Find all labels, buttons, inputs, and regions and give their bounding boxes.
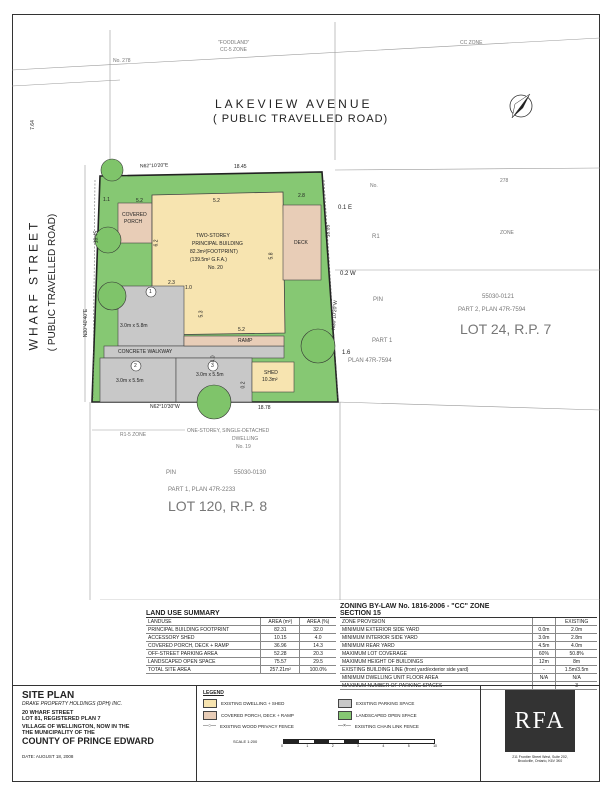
land-use-cell: 14.3	[300, 642, 336, 650]
small-dim-4: 5.3	[198, 310, 205, 318]
foodland-label: "FOODLAND"	[218, 40, 250, 46]
legend-label: EXISTING PARKING SPACE	[356, 701, 415, 706]
building-label-2: PRINCIPAL BUILDING	[192, 241, 243, 247]
zoning-header-row	[340, 618, 597, 626]
wharf-sub-label: ( PUBLIC TRAVELLED ROAD)	[47, 213, 59, 352]
legend-label: EXISTING CHAIN LINK FENCE	[354, 723, 419, 729]
table-row	[340, 658, 597, 666]
firm-block	[488, 690, 592, 763]
zoning-cell: 4.5m	[532, 642, 556, 650]
zoning-cell: MINIMUM REAR YARD	[340, 642, 532, 650]
legend-item	[203, 711, 338, 720]
tree-icon	[101, 159, 123, 181]
lakeview-sub-label: ( PUBLIC TRAVELLED ROAD)	[213, 113, 389, 125]
bearing-right: N30°10'20"W	[330, 299, 339, 331]
scale-tick: 5	[407, 744, 410, 748]
zoning-cell: MINIMUM EXTERIOR SIDE YARD	[340, 626, 532, 634]
parking-2-label: 3.0m x 5.5m	[116, 378, 144, 384]
dim-0-2: 0.2	[240, 381, 247, 389]
scale-tick: 0	[281, 744, 283, 748]
ramp-label: RAMP	[238, 338, 253, 344]
r1-label: R1	[372, 234, 380, 240]
bearing-bottom: N62°10'30"W	[150, 404, 180, 410]
north-arrow-icon	[510, 94, 532, 118]
land-use-total-area: 257.21m²	[261, 666, 300, 674]
table-row	[146, 634, 336, 642]
neighbour-no-label: No. 278	[113, 58, 131, 64]
scale-label: SCALE 1:200	[233, 739, 258, 744]
land-use-table	[146, 610, 336, 674]
concrete-walkway-label: CONCRETE WALKWAY	[118, 349, 173, 355]
land-use-cell: LANDSCAPED OPEN SPACE	[146, 658, 261, 666]
land-use-col: AREA (m²)	[261, 618, 300, 626]
dim-2-8: 2.8	[298, 193, 305, 199]
owner-label: DRAKE PROPERTY HOLDINGS (DPH) INC.	[22, 701, 123, 707]
legend-label: EXISTING WOOD PRIVACY FENCE	[220, 723, 294, 729]
title-block-divider	[12, 685, 600, 686]
ramp	[184, 336, 284, 346]
land-use-cell: 52.28	[261, 650, 300, 658]
land-use-cell: 75.57	[261, 658, 300, 666]
one-storey-label-1: ONE-STOREY, SINGLE-DETACHED	[187, 428, 270, 434]
zoning-cell: 60%	[532, 650, 556, 658]
table-row	[340, 642, 597, 650]
tree-icon	[197, 385, 231, 419]
legend-swatch-building	[203, 699, 217, 708]
land-use-cell: 82.31	[261, 626, 300, 634]
table-row	[146, 650, 336, 658]
land-use-col: AREA (%)	[300, 618, 336, 626]
wood-fence-icon: —○—	[203, 723, 217, 729]
pin-bottom-value: 55030-0130	[234, 470, 267, 476]
zoning-cell: 2.0m	[556, 626, 597, 634]
zoning-cell: MAXIMUM LOT COVERAGE	[340, 650, 532, 658]
deck-label: DECK	[294, 240, 308, 246]
shed-label-1: SHED	[264, 370, 278, 376]
small-dim-6: 5.8	[268, 252, 275, 260]
small-dim-5: 5.2	[238, 327, 245, 333]
land-use-cell: 29.5	[300, 658, 336, 666]
land-use-cell: OFF-STREET PARKING AREA	[146, 650, 261, 658]
legend-swatch-landscape	[338, 711, 352, 720]
land-use-cell: 20.3	[300, 650, 336, 658]
r1-5-zone-label: R1-5 ZONE	[120, 432, 147, 438]
table-row	[146, 642, 336, 650]
firm-address-1: 211 Frontier Street West, Suite 202,	[512, 755, 568, 759]
right-no-value: 278	[500, 178, 509, 184]
table-row	[340, 626, 597, 634]
land-use-header-row	[146, 618, 336, 626]
dim-4-0: 4.0	[210, 355, 217, 363]
zoning-table	[340, 603, 597, 690]
one-storey-label-3: No. 19	[236, 444, 251, 450]
lot120-label: LOT 120, R.P. 8	[168, 498, 268, 514]
legend-item	[338, 723, 473, 729]
title-block-vdivider-2	[480, 685, 481, 782]
table-row	[340, 634, 597, 642]
scale-tick: 2	[331, 744, 334, 748]
building-label-5: No. 20	[208, 265, 223, 271]
zoning-col-provision: ZONE PROVISION	[340, 618, 532, 626]
zoning-cell: 2.8m	[556, 634, 597, 642]
dim-right-top: 18.35	[325, 224, 332, 238]
pin-bottom-label: PIN	[166, 470, 177, 476]
tree-icon	[98, 282, 126, 310]
building-label-4: (139.5m² G.F.A.)	[190, 257, 227, 263]
covered-porch-label-2: PORCH	[124, 219, 143, 225]
covered-porch-label-1: COVERED	[122, 212, 147, 218]
scale-tick: 1	[306, 744, 309, 748]
zoning-cell: MAXIMUM HEIGHT OF BUILDINGS	[340, 658, 532, 666]
lot24-label: LOT 24, R.P. 7	[460, 321, 552, 337]
zoning-col-existing: EXISTING	[556, 618, 597, 626]
scale-tick: 10	[433, 744, 437, 748]
total-row	[146, 666, 336, 674]
firm-address-2: Brookville, Ontario, K6V 3K0	[517, 759, 563, 763]
legend-swatch-parking	[338, 699, 352, 708]
zoning-cell: MINIMUM INTERIOR SIDE YARD	[340, 634, 532, 642]
zoning-cell: 4.0m	[556, 642, 597, 650]
zoning-cell: -	[532, 666, 556, 674]
zoning-cell: 0.0m	[532, 626, 556, 634]
zoning-cell: 1.5m/3.5m	[556, 666, 597, 674]
table-row	[340, 650, 597, 658]
zoning-cell: 8m	[556, 658, 597, 666]
address-line-2: LOT 81, REGISTERED PLAN 7	[22, 716, 101, 722]
firm-logo: RFA	[505, 690, 575, 752]
table-row	[146, 626, 336, 634]
date-label: DATE: AUGUST 18, 2008	[22, 754, 74, 759]
land-use-cell: 36.96	[261, 642, 300, 650]
legend-item	[203, 723, 338, 729]
small-dim-1: 1.1	[103, 197, 110, 203]
title-block	[22, 690, 194, 759]
table-row	[146, 658, 336, 666]
small-dim-8: 6.2	[153, 239, 160, 247]
land-use-cell: 4.0	[300, 634, 336, 642]
zoning-cell: MAXIMUM NUMBER OF PARKING SPACES	[340, 682, 532, 690]
chain-link-fence-icon: —×—	[338, 723, 351, 729]
small-dim-7: 2.3	[168, 280, 175, 286]
zoning-cell: EXISTING BUILDING LINE (front yard/exterior side yard)	[340, 666, 532, 674]
tree-icon	[301, 329, 335, 363]
right-no-label: No.	[370, 183, 378, 189]
land-use-total-label: TOTAL SITE AREA	[146, 666, 261, 674]
zoning-cell: -	[532, 682, 556, 690]
legend-item	[338, 711, 473, 720]
zoning-cell: 12m	[532, 658, 556, 666]
building-label-3: 82.3m²(FOOTPRINT)	[190, 249, 238, 255]
zoning-cell: 50.8%	[556, 650, 597, 658]
land-use-title: LAND USE SUMMARY	[146, 610, 336, 618]
land-use-total-pct: 100.0%	[300, 666, 336, 674]
side-764: 7.64	[29, 120, 36, 130]
address-line-4: THE MUNICIPALITY OF THE	[22, 730, 95, 736]
cc-zone-label: CC ZONE	[460, 40, 483, 46]
land-use-cell: 32.0	[300, 626, 336, 634]
zoning-cell: 3.0m	[532, 634, 556, 642]
right-zone-label: ZONE	[500, 230, 514, 236]
small-dim-2: 5.2	[136, 198, 143, 204]
pin-label: PIN	[373, 297, 384, 303]
bearing-top: N62°10'20"E	[139, 162, 169, 170]
dim-1-6: 1.6	[342, 350, 351, 356]
pin-value: 55030-0121	[482, 294, 515, 300]
title-block-vdivider	[196, 685, 197, 782]
parking-3-number: 3	[211, 363, 214, 369]
small-dim-9: 1.0	[185, 285, 192, 291]
zoning-cell: MINIMUM DWELLING UNIT FLOOR AREA	[340, 674, 532, 682]
zoning-cell: N/A	[556, 674, 597, 682]
address-line-3: VILLAGE OF WELLINGTON, NOW IN THE	[22, 724, 130, 730]
zoning-col-required	[532, 618, 556, 626]
dim-0-2w: 0.2 W	[340, 271, 356, 277]
legend	[203, 690, 473, 751]
land-use-col: LANDUSE	[146, 618, 261, 626]
foodland-zone-label: CC-5 ZONE	[220, 47, 247, 53]
table-row	[340, 674, 597, 682]
parking-2-number: 2	[134, 363, 137, 369]
plan1-label: PLAN 47R-7594	[348, 358, 392, 364]
legend-title: LEGEND	[203, 690, 224, 696]
part1-label: PART 1	[372, 338, 393, 344]
legend-label: LANDSCAPED OPEN SPACE	[356, 713, 417, 718]
legend-swatch-porch	[203, 711, 217, 720]
land-use-cell: ACCESSORY SHED	[146, 634, 261, 642]
land-use-cell: COVERED PORCH, DECK + RAMP	[146, 642, 261, 650]
dim-top: 18.45	[234, 164, 247, 170]
scale-tick: 4	[382, 744, 385, 748]
one-storey-label-2: DWELLING	[232, 436, 259, 442]
scale-tick: 3	[357, 744, 359, 748]
legend-label: COVERED PORCH, DECK + RAMP	[221, 713, 294, 718]
legend-label: EXISTING DWELLING + SHED	[221, 701, 285, 706]
parking-1-label: 3.0m x 5.8m	[120, 323, 148, 329]
scale-bar	[203, 737, 473, 751]
small-dim-3: 5.2	[213, 198, 220, 204]
zoning-title-1: ZONING BY-LAW No. 1816-2006 - "CC" ZONE	[340, 603, 490, 610]
legend-item	[203, 699, 338, 708]
legend-item	[338, 699, 473, 708]
address-line-1: 20 WHARF STREET	[22, 710, 74, 716]
zoning-cell: 3	[556, 682, 597, 690]
dim-0-1e: 0.1 E	[338, 205, 353, 211]
zoning-cell: N/A	[532, 674, 556, 682]
zoning-title-2: SECTION 15	[340, 610, 597, 618]
shed-label-2: 10.3m²	[262, 377, 278, 383]
land-use-cell: PRINCIPAL BUILDING FOOTPRINT	[146, 626, 261, 634]
table-row	[340, 666, 597, 674]
building-label-1: TWO-STOREY	[196, 233, 230, 239]
bearing-left: N30°40'40"E	[83, 308, 90, 338]
lakeview-avenue-label: LAKEVIEW AVENUE	[215, 97, 373, 111]
dim-left-top: 18.45	[93, 230, 100, 244]
wharf-street-label: WHARF STREET	[26, 219, 41, 351]
dim-bottom: 18.78	[258, 405, 271, 411]
part1-bottom-label: PART 1, PLAN 47R-2233	[168, 487, 236, 493]
parking-3-label: 3.0m x 5.5m	[196, 372, 224, 378]
site-plan-title: SITE PLAN	[22, 690, 75, 701]
parking-1-number: 1	[149, 289, 152, 295]
part2-label: PART 2, PLAN 47R-7594	[458, 307, 526, 313]
county-label: COUNTY OF PRINCE EDWARD	[22, 736, 154, 746]
land-use-cell: 10.15	[261, 634, 300, 642]
